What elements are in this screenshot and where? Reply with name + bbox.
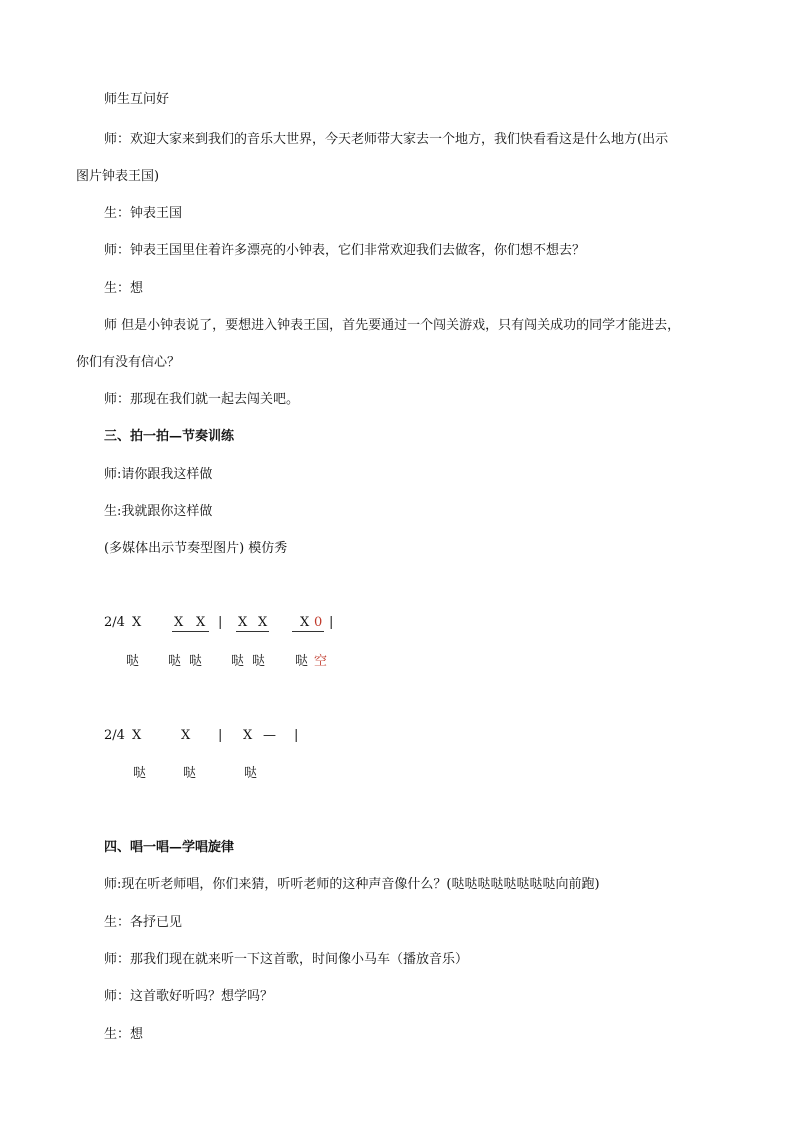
rhythm-note: X: [196, 615, 206, 630]
rest-note: 0: [314, 615, 323, 630]
teacher-invite-line: 师：钟表王国里住着许多漂亮的小钟表，它们非常欢迎我们去做客，你们想不想去？: [104, 243, 586, 258]
student-opinion-line: 生：各抒已见: [104, 915, 183, 930]
teacher-game-line: 师 但是小钟表说了，要想进入钟表王国，首先要通过一个闯关游戏，只有闯关成功的同学才能进去，: [104, 318, 681, 333]
student-answer-line: 生：钟表王国: [104, 206, 183, 221]
rhythm-note: X: [258, 615, 268, 630]
bar-line: |: [218, 615, 223, 630]
rhythm-note: X: [238, 615, 248, 630]
rhythm-note: X: [132, 615, 142, 630]
teacher-play-line: 师：那我们现在就来听一下这首歌，时间像小马车（播放音乐）: [104, 952, 469, 967]
rhythm-syllable: 哒: [189, 654, 203, 669]
rhythm-syllable: 哒: [183, 766, 197, 781]
eighth-beam: [292, 631, 324, 632]
rhythm-syllable: 哒: [252, 654, 266, 669]
greeting-line: 师生互问好: [104, 92, 170, 107]
bar-line: |: [218, 728, 223, 743]
teacher-instruction-line: 师:请你跟我这样做: [104, 467, 213, 482]
bar-line: |: [329, 615, 334, 630]
dash-extension: —: [263, 728, 276, 743]
student-answer-line: 生：想: [104, 1027, 144, 1042]
student-response-line: 生:我就跟你这样做: [104, 504, 213, 519]
student-answer-line: 生：想: [104, 281, 144, 296]
rhythm-syllable: 哒: [133, 766, 147, 781]
eighth-beam: [172, 631, 209, 632]
rhythm-note: X: [132, 728, 142, 743]
multimedia-note-line: (多媒体出示节奏型图片) 模仿秀: [104, 541, 288, 556]
teacher-go-line: 师：那现在我们就一起去闯关吧。: [104, 392, 300, 407]
rhythm-note: X: [174, 615, 184, 630]
rhythm-syllable: 哒: [231, 654, 245, 669]
rhythm-note: X: [243, 728, 253, 743]
rhythm-syllable-rest: 空: [314, 654, 328, 669]
time-signature: 2/4: [104, 615, 125, 630]
section-heading-melody: 四、唱一唱—学唱旋律: [104, 840, 235, 855]
bar-line: |: [294, 728, 299, 743]
rhythm-syllable: 哒: [168, 654, 182, 669]
time-signature: 2/4: [104, 728, 125, 743]
rhythm-syllable: 哒: [295, 654, 309, 669]
teacher-ask-line: 师：这首歌好听吗？想学吗？: [104, 989, 274, 1004]
rhythm-note: X: [181, 728, 191, 743]
teacher-welcome-line: 师：欢迎大家来到我们的音乐大世界，今天老师带大家去一个地方，我们快看看这是什么地方(出示: [104, 132, 669, 147]
eighth-beam: [236, 631, 269, 632]
section-heading-rhythm: 三、拍一拍—节奏训练: [104, 429, 235, 444]
teacher-welcome-line-cont: 图片钟表王国): [76, 169, 160, 184]
teacher-game-line-cont: 你们有没有信心？: [76, 355, 181, 370]
rhythm-syllable: 哒: [126, 654, 140, 669]
rhythm-note: X: [300, 615, 310, 630]
teacher-sing-line: 师:现在听老师唱，你们来猜，听听老师的这种声音像什么？(哒哒哒哒哒哒哒哒向前跑): [104, 877, 600, 892]
rhythm-syllable: 哒: [244, 766, 258, 781]
